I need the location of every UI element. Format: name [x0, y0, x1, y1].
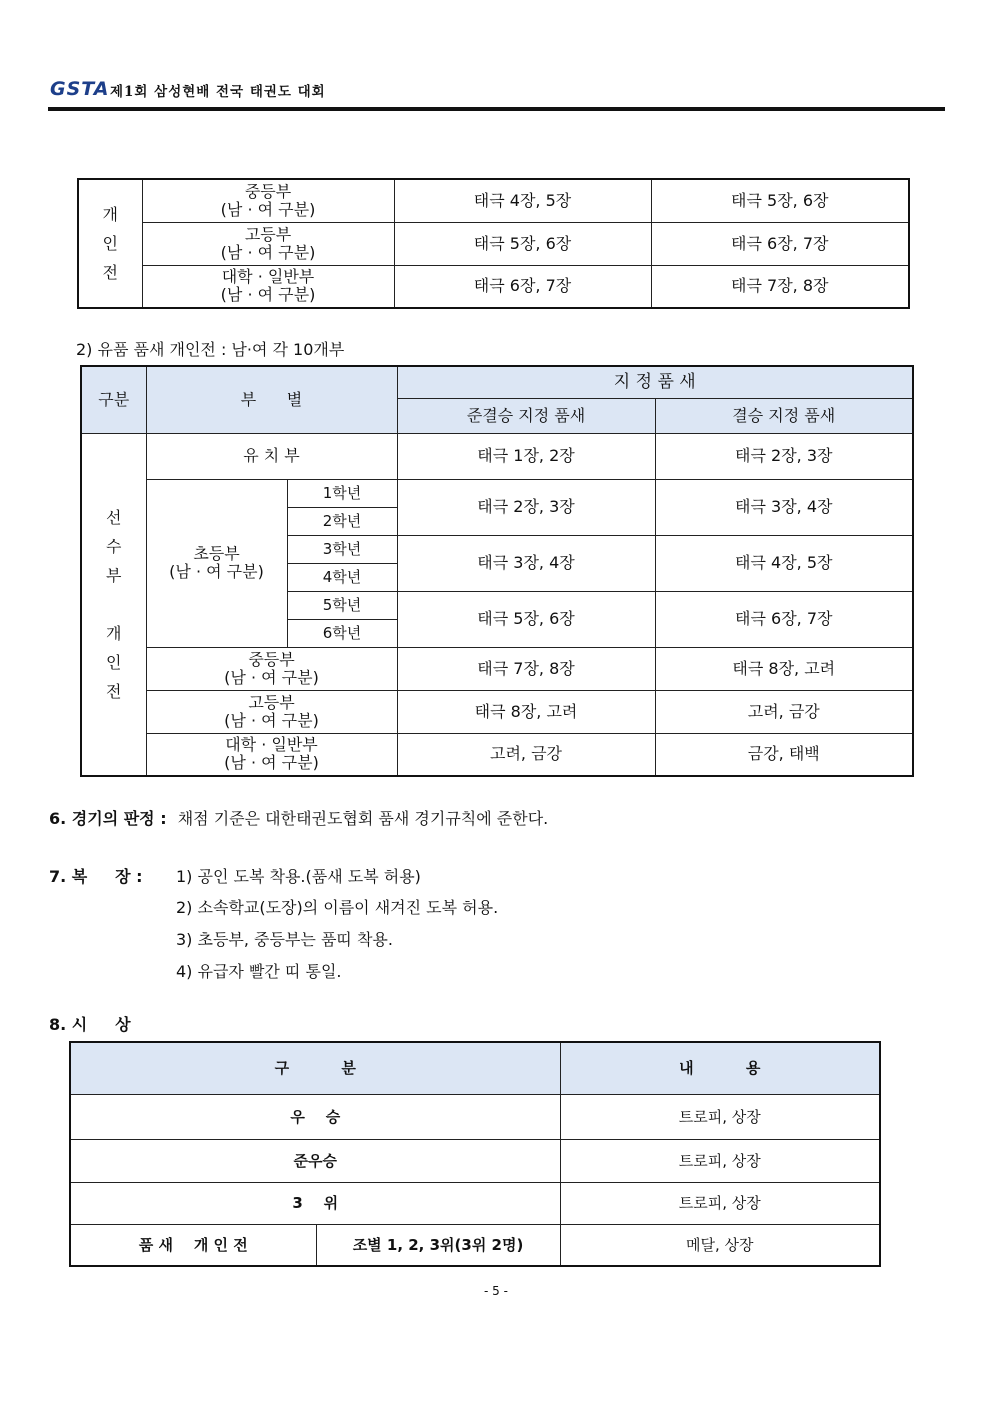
division-cell: 대학 · 일반부 (남 · 여 구분): [146, 733, 397, 776]
grade-cell: 5학년: [287, 591, 397, 619]
division-cell: 고등부 (남 · 여 구분): [146, 690, 397, 733]
division-cell: 고등부 (남 · 여 구분): [142, 222, 394, 265]
section8-label: 8. 시 상: [49, 1015, 131, 1034]
page-header-title: 제1회 삼성현배 전국 태권도 대회: [110, 84, 326, 100]
poomsae-table: [80, 365, 914, 777]
division-elementary: 초등부 (남 · 여 구분): [146, 479, 287, 647]
semi-cell: 태극 4장, 5장: [394, 179, 651, 222]
final-cell: 태극 6장, 7장: [651, 222, 909, 265]
grade-cell: 2학년: [287, 507, 397, 535]
section7-label: 7. 복 장 :: [49, 867, 143, 886]
division-cell: 중등부 (남 · 여 구분): [142, 179, 394, 222]
division-cell: 대학 · 일반부 (남 · 여 구분): [142, 265, 394, 308]
final-cell: 금강, 태백: [655, 733, 913, 776]
header-group: 구분: [81, 366, 146, 433]
section7-item: 3) 초등부, 중등부는 품띠 착용.: [176, 930, 393, 949]
award-category: 우 승: [70, 1094, 560, 1139]
grade-cell: 1학년: [287, 479, 397, 507]
semi-cell: 태극 5장, 6장: [394, 222, 651, 265]
award-category: 3 위: [70, 1182, 560, 1224]
semi-cell: 태극 8장, 고려: [397, 690, 655, 733]
grade-cell: 4학년: [287, 563, 397, 591]
grade-cell: 6학년: [287, 619, 397, 647]
header-division: 부 별: [146, 366, 397, 433]
section6-label: 6. 경기의 판정 :: [49, 809, 167, 828]
header-final: 결승 지정 품새: [655, 398, 913, 433]
final-cell: 태극 7장, 8장: [651, 265, 909, 308]
award-category: 품 새 개 인 전: [70, 1224, 316, 1266]
header-semi: 준결승 지정 품새: [397, 398, 655, 433]
final-cell: 태극 5장, 6장: [651, 179, 909, 222]
semi-cell: 태극 3장, 4장: [397, 535, 655, 591]
final-cell: 태극 2장, 3장: [655, 433, 913, 479]
final-cell: 태극 6장, 7장: [655, 591, 913, 647]
semi-cell: 태극 5장, 6장: [397, 591, 655, 647]
division-cell: 중등부 (남 · 여 구분): [146, 647, 397, 690]
continued-table: [77, 178, 910, 309]
award-category: 준우승: [70, 1139, 560, 1182]
semi-cell: 태극 2장, 3장: [397, 479, 655, 535]
award-content: 트로피, 상장: [560, 1182, 880, 1224]
awards-table: [69, 1041, 881, 1267]
header-designated: 지 정 품 새: [397, 366, 913, 398]
page-number: - 5 -: [484, 1284, 508, 1298]
section7-item: 2) 소속학교(도장)의 이름이 새겨진 도복 허용.: [176, 898, 499, 917]
header-category: 구 분: [70, 1042, 560, 1094]
semi-cell: 태극 6장, 7장: [394, 265, 651, 308]
division-kinder: 유 치 부: [146, 433, 397, 479]
semi-cell: 태극 7장, 8장: [397, 647, 655, 690]
section6: [49, 806, 548, 829]
semi-cell: 고려, 금강: [397, 733, 655, 776]
header-content: 내 용: [560, 1042, 880, 1094]
final-cell: 태극 8장, 고려: [655, 647, 913, 690]
section7-item: 4) 유급자 빨간 띠 통일.: [176, 962, 342, 981]
final-cell: 고려, 금강: [655, 690, 913, 733]
section6-text: 채점 기준은 대한태권도협회 품새 경기규칙에 준한다.: [177, 809, 549, 828]
header-rule: [48, 107, 945, 111]
section7-item: 1) 공인 도복 착용.(품새 도복 허용): [176, 867, 421, 886]
semi-cell: 태극 1장, 2장: [397, 433, 655, 479]
award-content: 트로피, 상장: [560, 1139, 880, 1182]
group-label: 개 인 전: [78, 179, 142, 308]
group-label: 선 수 부 개 인 전: [81, 433, 146, 776]
gsta-logo: GSTA: [50, 78, 110, 100]
grade-cell: 3학년: [287, 535, 397, 563]
final-cell: 태극 4장, 5장: [655, 535, 913, 591]
award-content: 메달, 상장: [560, 1224, 880, 1266]
award-content: 트로피, 상장: [560, 1094, 880, 1139]
award-detail: 조별 1, 2, 3위(3위 2명): [316, 1224, 560, 1266]
section2-heading: 2) 유품 품새 개인전 : 남·여 각 10개부: [76, 340, 345, 359]
final-cell: 태극 3장, 4장: [655, 479, 913, 535]
